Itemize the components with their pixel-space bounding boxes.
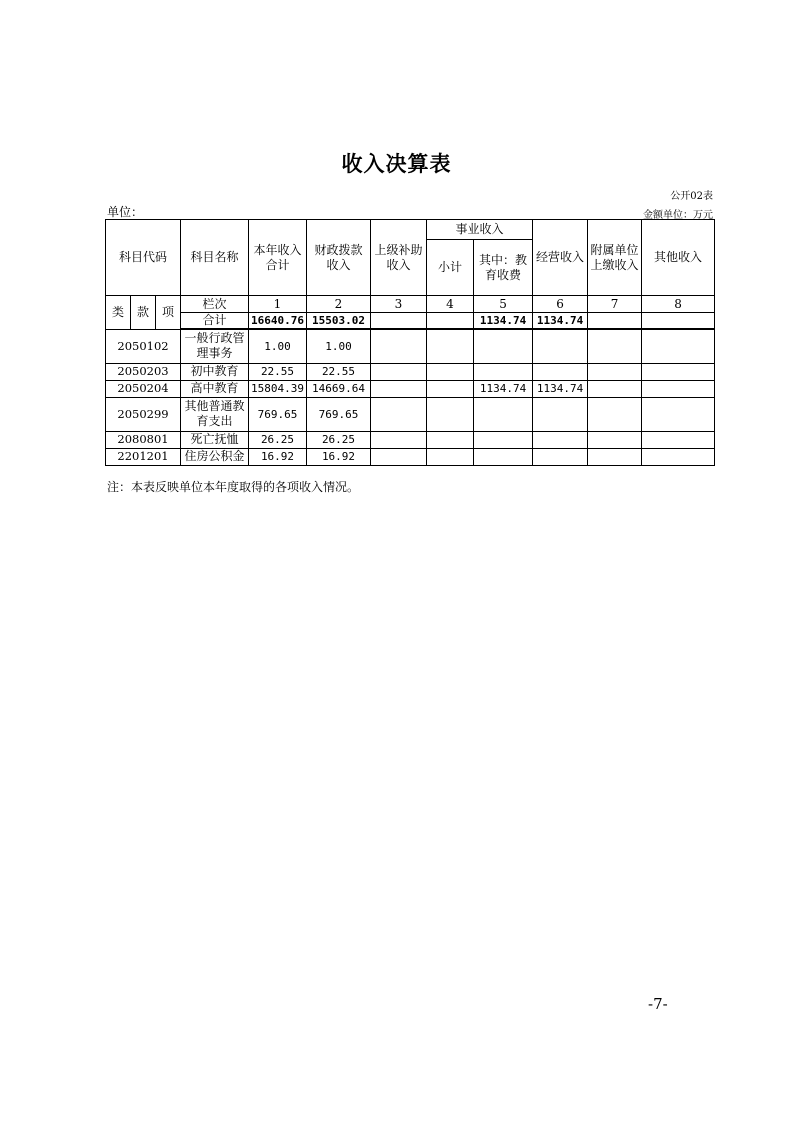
subject-name-cell: 死亡抚恤	[181, 431, 249, 448]
table-row	[106, 431, 715, 448]
value-cell	[588, 397, 642, 431]
column-number: 8	[642, 296, 715, 313]
value-cell	[588, 380, 642, 397]
table-row	[106, 448, 715, 465]
header-subtotal: 小计	[427, 240, 474, 296]
value-cell	[588, 431, 642, 448]
value-cell	[371, 380, 427, 397]
subject-name-cell: 初中教育	[181, 363, 249, 380]
value-cell	[474, 431, 533, 448]
subject-code-cell: 2050102	[106, 329, 181, 363]
value-cell: 26.25	[249, 431, 307, 448]
header-category-lei: 类	[106, 296, 131, 330]
total-cell	[371, 313, 427, 330]
header-business-income: 事业收入	[427, 220, 533, 240]
table-note: 注：本表反映单位本年度取得的各项收入情况。	[107, 480, 360, 494]
value-cell	[371, 431, 427, 448]
header-other-income: 其他收入	[642, 220, 715, 296]
header-fiscal-appropriation: 财政拨款收入	[307, 220, 371, 296]
value-cell	[642, 431, 715, 448]
value-cell	[427, 380, 474, 397]
value-cell: 769.65	[307, 397, 371, 431]
value-cell	[427, 397, 474, 431]
value-cell	[533, 329, 588, 363]
total-cell	[642, 313, 715, 330]
value-cell	[642, 448, 715, 465]
value-cell	[474, 329, 533, 363]
header-edu-fees: 其中：教育收费	[474, 240, 533, 296]
value-cell: 14669.64	[307, 380, 371, 397]
value-cell: 16.92	[249, 448, 307, 465]
value-cell	[371, 397, 427, 431]
column-number: 6	[533, 296, 588, 313]
total-row-label: 合计	[181, 313, 249, 330]
value-cell	[427, 363, 474, 380]
value-cell: 1134.74	[474, 380, 533, 397]
subject-code-cell: 2201201	[106, 448, 181, 465]
column-number: 5	[474, 296, 533, 313]
column-number: 3	[371, 296, 427, 313]
value-cell: 1134.74	[533, 380, 588, 397]
column-number: 4	[427, 296, 474, 313]
header-column-no: 栏次	[181, 296, 249, 313]
table-row	[106, 363, 715, 380]
header-affiliated-payment: 附属单位上缴收入	[588, 220, 642, 296]
header-category-kuan: 款	[131, 296, 156, 330]
subject-code-cell: 2080801	[106, 431, 181, 448]
value-cell	[533, 431, 588, 448]
header-subject-name: 科目名称	[181, 220, 249, 296]
value-cell	[474, 448, 533, 465]
value-cell: 16.92	[307, 448, 371, 465]
subject-name-cell: 住房公积金	[181, 448, 249, 465]
total-cell: 15503.02	[307, 313, 371, 330]
value-cell	[371, 363, 427, 380]
column-number: 1	[249, 296, 307, 313]
value-cell	[588, 448, 642, 465]
value-cell	[371, 448, 427, 465]
unit-label: 单位：	[107, 205, 144, 219]
form-number: 公开02表	[670, 191, 713, 202]
value-cell	[588, 363, 642, 380]
total-cell: 1134.74	[533, 313, 588, 330]
subject-code-cell: 2050203	[106, 363, 181, 380]
total-cell: 1134.74	[474, 313, 533, 330]
subject-name-cell: 其他普通教育支出	[181, 397, 249, 431]
total-cell: 16640.76	[249, 313, 307, 330]
value-cell: 22.55	[307, 363, 371, 380]
page-number: -7-	[648, 995, 668, 1013]
value-cell: 22.55	[249, 363, 307, 380]
value-cell	[642, 363, 715, 380]
total-cell	[588, 313, 642, 330]
value-cell	[371, 329, 427, 363]
header-year-income-total: 本年收入合计	[249, 220, 307, 296]
subject-name-cell: 一般行政管理事务	[181, 329, 249, 363]
header-higher-subsidy: 上级补助收入	[371, 220, 427, 296]
value-cell	[427, 448, 474, 465]
value-cell	[427, 329, 474, 363]
header-category-xiang: 项	[156, 296, 181, 330]
subject-code-cell: 2050299	[106, 397, 181, 431]
table-row	[106, 329, 715, 363]
value-cell	[642, 380, 715, 397]
value-cell	[533, 448, 588, 465]
subject-name-cell: 高中教育	[181, 380, 249, 397]
value-cell: 26.25	[307, 431, 371, 448]
value-cell	[533, 363, 588, 380]
value-cell	[427, 431, 474, 448]
header-subject-code: 科目代码	[106, 220, 181, 296]
value-cell	[533, 397, 588, 431]
table-row	[106, 397, 715, 431]
total-cell	[427, 313, 474, 330]
table-row	[106, 380, 715, 397]
column-number: 2	[307, 296, 371, 313]
value-cell	[474, 363, 533, 380]
value-cell: 769.65	[249, 397, 307, 431]
value-cell	[474, 397, 533, 431]
value-cell	[642, 329, 715, 363]
header-operating-income: 经营收入	[533, 220, 588, 296]
value-cell: 1.00	[249, 329, 307, 363]
value-cell: 15804.39	[249, 380, 307, 397]
value-cell	[642, 397, 715, 431]
value-cell: 1.00	[307, 329, 371, 363]
value-cell	[588, 329, 642, 363]
page-title: 收入决算表	[341, 152, 452, 176]
income-table	[105, 219, 715, 466]
column-number: 7	[588, 296, 642, 313]
subject-code-cell: 2050204	[106, 380, 181, 397]
amount-unit: 金额单位：万元	[643, 210, 713, 221]
